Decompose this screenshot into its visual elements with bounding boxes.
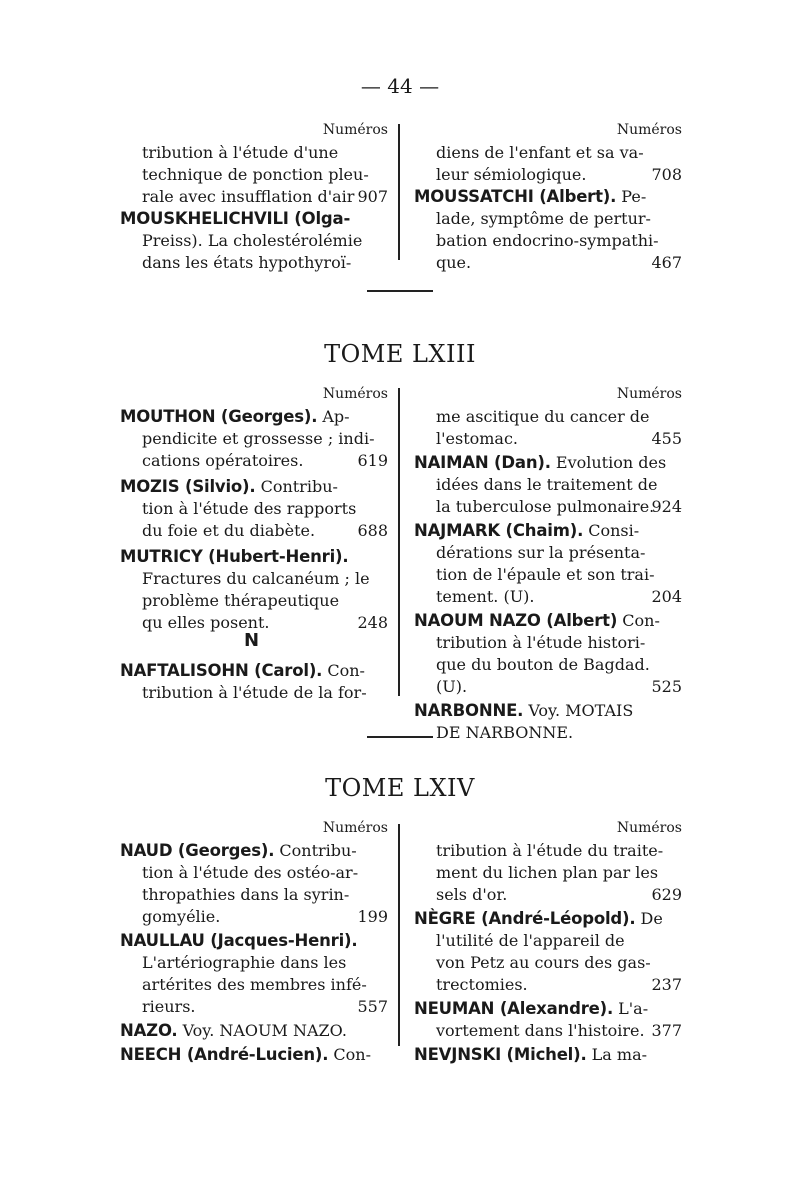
entry-number: 629 (651, 885, 682, 904)
entry-line: qu elles posent. (142, 613, 270, 632)
tome-lxiv-right-column (414, 840, 682, 1066)
entry-line: que du bouton de Bagdad. (436, 655, 650, 674)
entry-name: MOUSKHELICHVILI (Olga- (120, 209, 351, 228)
entry-line: que. (436, 253, 472, 272)
entry-number: 467 (651, 253, 682, 272)
column-rule (398, 388, 400, 696)
entry-line: dans les états hypothyroï- (142, 253, 352, 272)
index-entry (120, 142, 388, 208)
page-number: — 44 — (360, 74, 440, 98)
entry-line: leur sémiologique. (436, 165, 587, 184)
entry-line: tribution à l'étude de la for- (142, 683, 367, 702)
column-rule (398, 824, 400, 1046)
entry-number: 377 (651, 1021, 682, 1040)
entry-name: MOUSSATCHI (Albert). (414, 187, 617, 206)
entry-line: tion à l'étude des ostéo-ar- (142, 863, 359, 882)
entry-number: 708 (651, 165, 682, 184)
entry-name: NARBONNE. (414, 701, 524, 720)
entry-line: pendicite et grossesse ; indi- (142, 429, 375, 448)
entry-number: 557 (357, 997, 388, 1016)
tome-lxiii-left-after (120, 660, 388, 704)
tome-title: TOME LXIII (324, 340, 476, 368)
entry-line: tribution à l'étude d'une (142, 143, 339, 162)
entry-line: technique de ponction pleu- (142, 165, 369, 184)
entry-line: De (635, 909, 663, 928)
entry-line: ment du lichen plan par les (436, 863, 659, 882)
entry-line: problème thérapeutique (142, 591, 340, 610)
entry-name: NAFTALISOHN (Carol). (120, 661, 323, 680)
entry-name: NAIMAN (Dan). (414, 453, 551, 472)
entry-line: Fractures du calcanéum ; le (142, 569, 370, 588)
entry-number: 248 (357, 613, 388, 632)
entry-line: DE NARBONNE. (436, 723, 574, 742)
index-entry (414, 142, 682, 186)
entry-number: 455 (651, 429, 682, 448)
entry-number: 525 (651, 677, 682, 696)
index-entry (120, 1044, 388, 1066)
entry-line: tement. (U). (436, 587, 535, 606)
numeros-label: Numéros (616, 820, 682, 836)
entry-line: Consi- (583, 521, 640, 540)
entry-line: trectomies. (436, 975, 528, 994)
index-entry (414, 700, 682, 744)
section1-left-column (120, 142, 388, 274)
entry-line: Pe- (616, 187, 647, 206)
entry-line: Con- (328, 1045, 371, 1064)
entry-line: thropathies dans la syrin- (142, 885, 350, 904)
entry-line: lade, symptôme de pertur- (436, 209, 651, 228)
entry-name: NAULLAU (Jacques-Henri). (120, 931, 358, 950)
entry-line: tion à l'étude des rapports (142, 499, 357, 518)
index-entry (120, 840, 388, 928)
index-entry (120, 660, 388, 704)
entry-line: Voy. NAOUM NAZO. (177, 1021, 347, 1040)
entry-line: La ma- (586, 1045, 648, 1064)
numeros-label: Numéros (322, 820, 388, 836)
entry-line: Ap- (317, 407, 350, 426)
index-entry (414, 998, 682, 1042)
entry-line: l'estomac. (436, 429, 519, 448)
entry-number: 237 (651, 975, 682, 994)
tome-lxiii-right-column (414, 406, 682, 744)
index-entry (120, 406, 388, 472)
entry-name: NÈGRE (André-Léopold). (414, 909, 636, 928)
entry-line: sels d'or. (436, 885, 508, 904)
index-entry (414, 452, 682, 518)
entry-number: 199 (357, 907, 388, 926)
section-letter: N (244, 630, 260, 651)
entry-line: rale avec insufflation d'air (142, 187, 355, 206)
divider (367, 736, 433, 738)
entry-number: 688 (357, 521, 388, 540)
index-entry (414, 610, 682, 698)
entry-name: MUTRICY (Hubert-Henri). (120, 547, 349, 566)
index-entry (414, 186, 682, 274)
entry-name: NAZO. (120, 1021, 178, 1040)
entry-line: tion de l'épaule et son trai- (436, 565, 655, 584)
numeros-label: Numéros (616, 122, 682, 138)
entry-line: Con- (322, 661, 365, 680)
entry-line: idées dans le traitement de (436, 475, 658, 494)
entry-line: la tuberculose pulmonaire. (436, 497, 655, 516)
entry-line: Contribu- (255, 477, 338, 496)
entry-name: NEUMAN (Alexandre). (414, 999, 614, 1018)
entry-name: NEVJNSKI (Michel). (414, 1045, 587, 1064)
entry-line: Preiss). La cholestérolémie (142, 231, 363, 250)
entry-name: NAUD (Georges). (120, 841, 275, 860)
tome-lxiii-left-column (120, 406, 388, 634)
index-entry (120, 476, 388, 542)
index-entry (414, 406, 682, 450)
entry-line: rieurs. (142, 997, 196, 1016)
entry-line: l'utilité de l'appareil de (436, 931, 625, 950)
index-entry (120, 930, 388, 1018)
entry-line: du foie et du diabète. (142, 521, 316, 540)
entry-name: NAOUM NAZO (Albert) (414, 611, 618, 630)
entry-line: gomyélie. (142, 907, 221, 926)
entry-line: artérites des membres infé- (142, 975, 367, 994)
entry-line: bation endocrino-sympathi- (436, 231, 659, 250)
section1-right-column (414, 142, 682, 274)
tome-lxiv-left-column (120, 840, 388, 1066)
entry-line: cations opératoires. (142, 451, 304, 470)
entry-number: 907 (357, 187, 388, 206)
index-entry (414, 908, 682, 996)
entry-name: NAJMARK (Chaim). (414, 521, 584, 540)
entry-line: tribution à l'étude histori- (436, 633, 646, 652)
entry-number: 924 (651, 497, 682, 516)
entry-number: 619 (357, 451, 388, 470)
entry-line: dérations sur la présenta- (436, 543, 646, 562)
column-rule (398, 124, 400, 260)
entry-name: MOZIS (Silvio). (120, 477, 256, 496)
entry-line: (U). (436, 677, 468, 696)
numeros-label: Numéros (322, 386, 388, 402)
entry-line: von Petz au cours des gas- (436, 953, 651, 972)
index-entry (120, 1020, 388, 1042)
entry-line: L'a- (613, 999, 649, 1018)
entry-line: Con- (617, 611, 660, 630)
entry-line: Contribu- (274, 841, 357, 860)
entry-line: L'artériographie dans les (142, 953, 347, 972)
index-entry (414, 1044, 682, 1066)
index-entry (414, 840, 682, 906)
entry-line: me ascitique du cancer de (436, 407, 650, 426)
entry-line: Evolution des (550, 453, 667, 472)
numeros-label: Numéros (322, 122, 388, 138)
entry-number: 204 (651, 587, 682, 606)
tome-title: TOME LXIV (325, 774, 475, 802)
index-entry (414, 520, 682, 608)
entry-line: tribution à l'étude du traite- (436, 841, 664, 860)
divider (367, 290, 433, 292)
entry-line: diens de l'enfant et sa va- (436, 143, 644, 162)
index-entry (120, 208, 388, 274)
entry-name: MOUTHON (Georges). (120, 407, 318, 426)
index-entry (120, 546, 388, 634)
entry-name: NEECH (André-Lucien). (120, 1045, 329, 1064)
entry-line: Voy. MOTAIS (523, 701, 634, 720)
entry-line: vortement dans l'histoire. (436, 1021, 645, 1040)
numeros-label: Numéros (616, 386, 682, 402)
